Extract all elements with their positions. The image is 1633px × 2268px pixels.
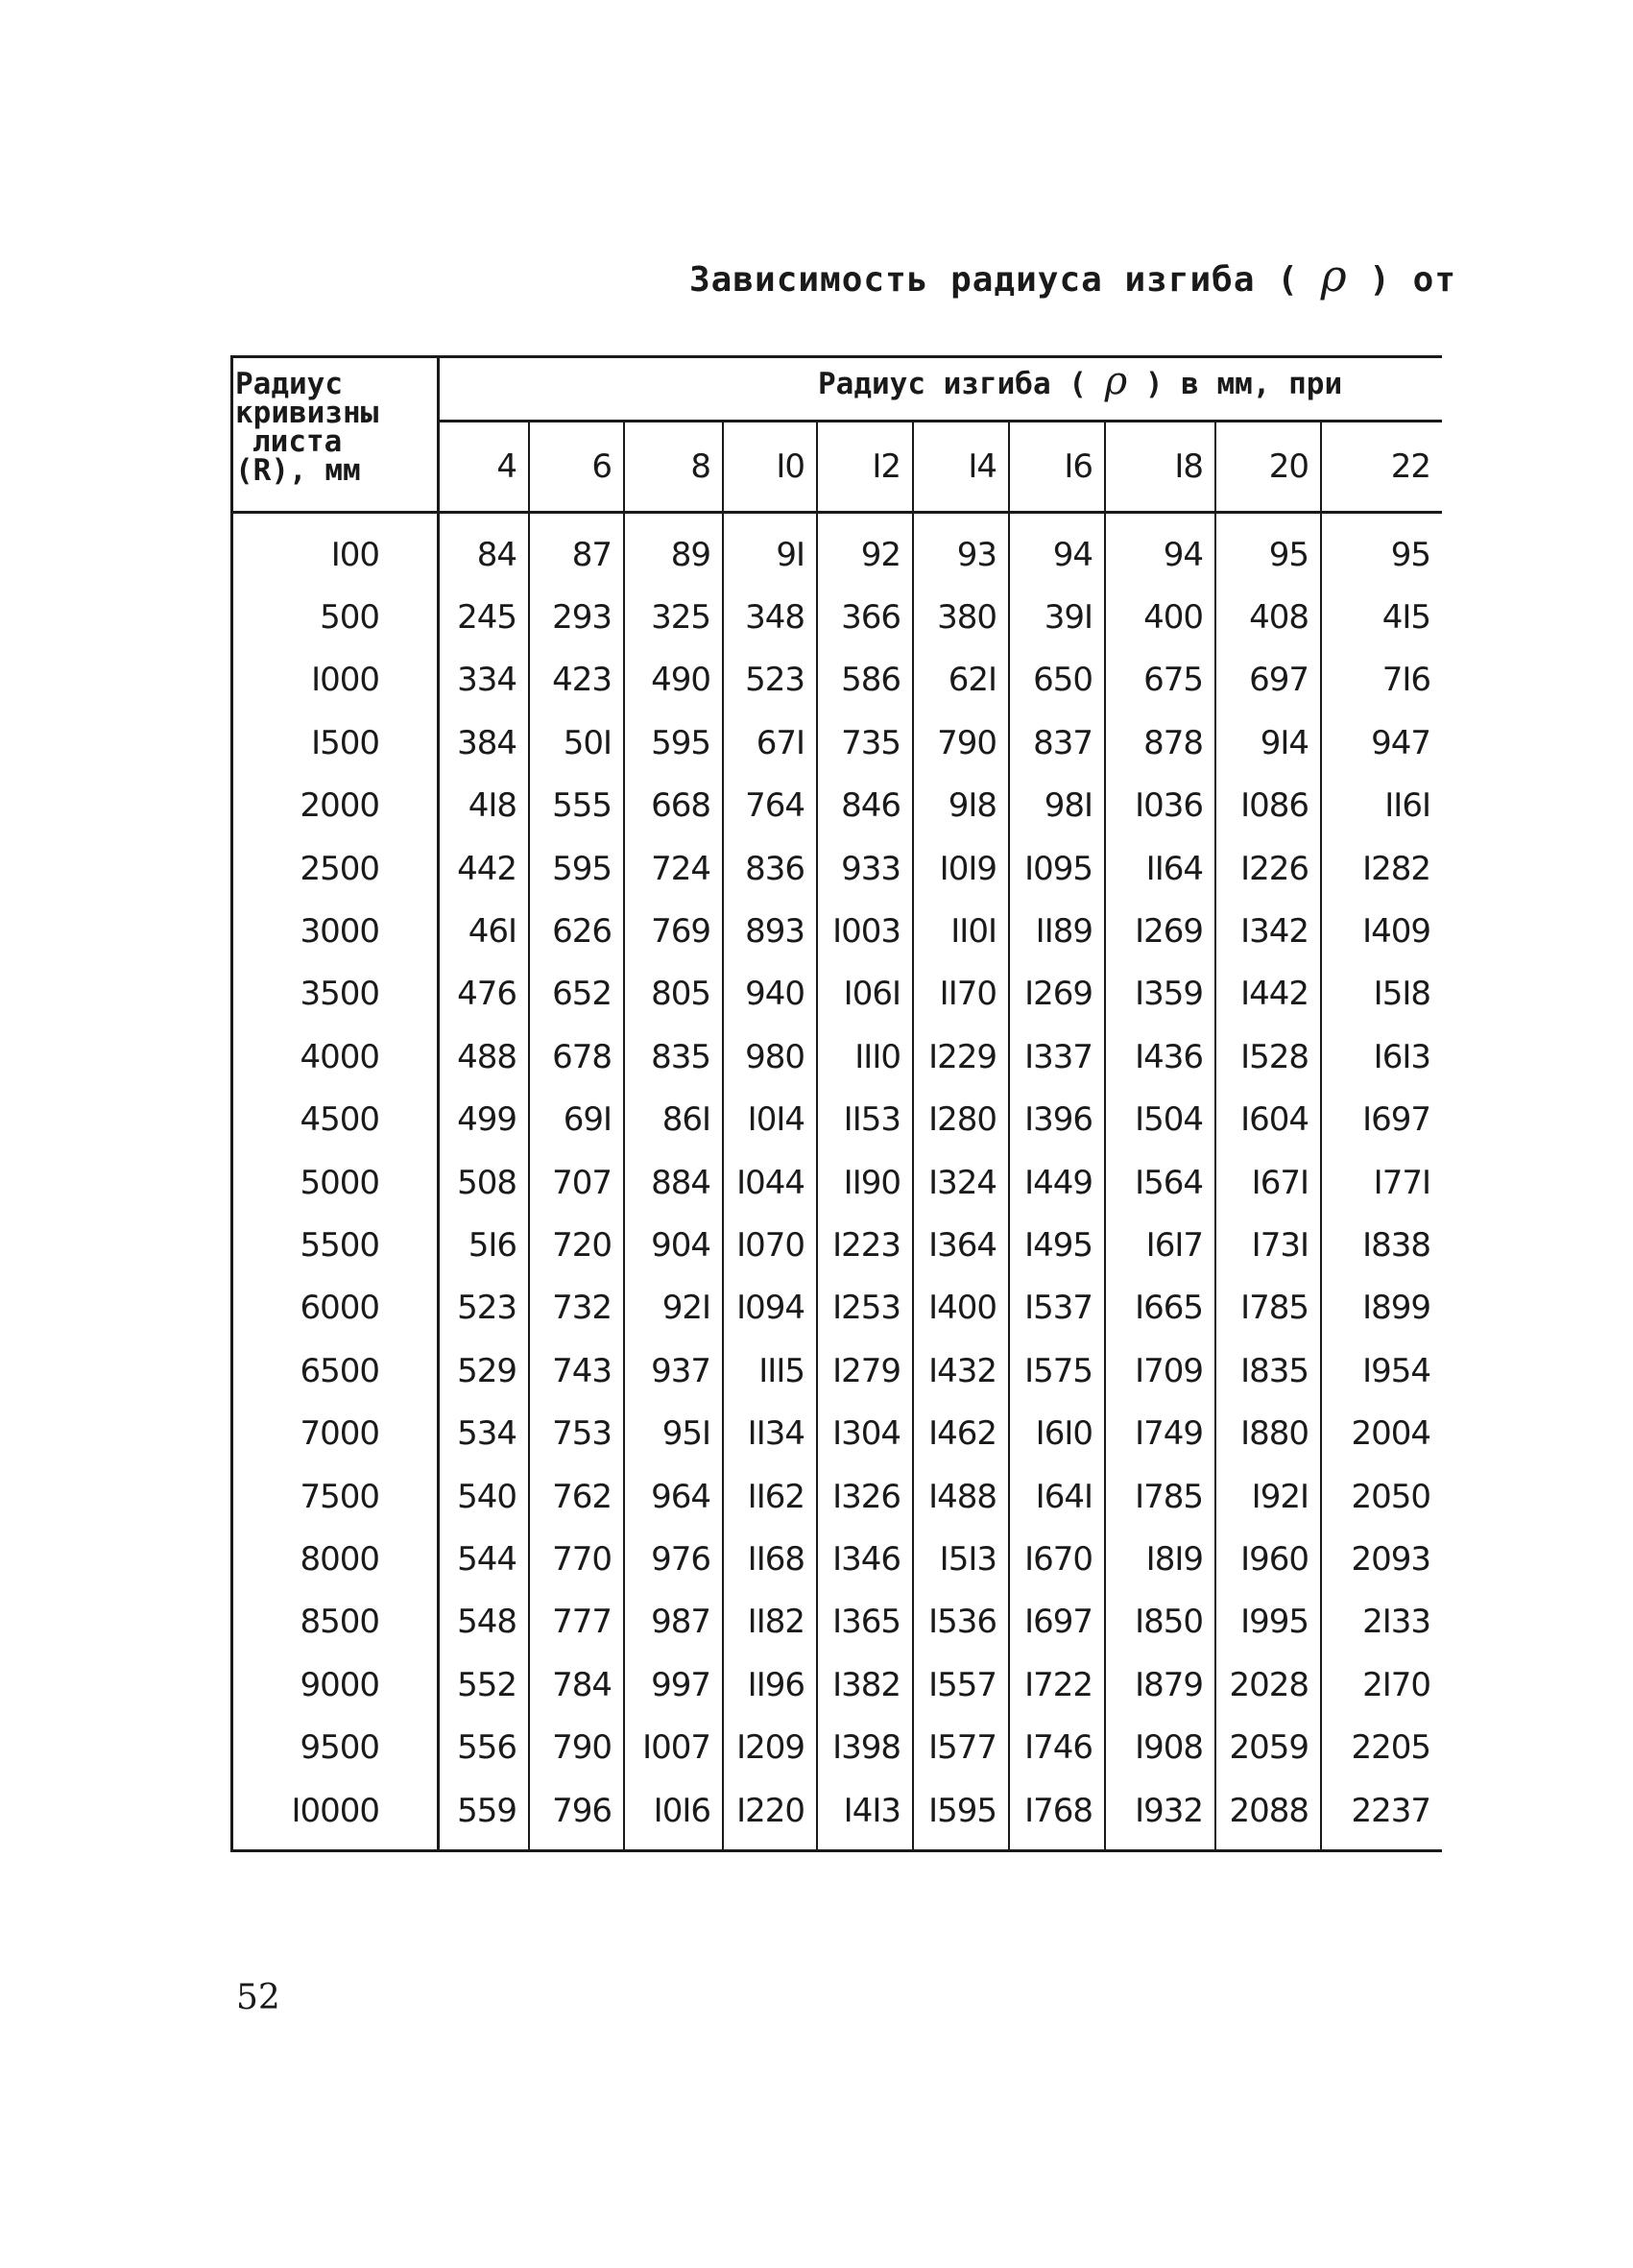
table-cell: 98I	[1044, 786, 1093, 826]
column-header: I2	[872, 447, 901, 486]
row-radius-label: 5500	[300, 1226, 379, 1266]
table-cell: 697	[1249, 661, 1309, 700]
table-cell: I5I3	[939, 1540, 997, 1580]
column-header: 6	[591, 447, 612, 486]
table-cell: I337	[1024, 1037, 1093, 1076]
table-cell: II70	[939, 975, 997, 1014]
table-cell: I528	[1240, 1037, 1309, 1076]
table-cell: I960	[1240, 1540, 1309, 1580]
column-header: 4	[496, 447, 516, 486]
table-cell: 556	[457, 1728, 516, 1768]
table-cell: II6I	[1384, 786, 1430, 826]
table-cell: I409	[1362, 912, 1430, 952]
table-cell: II53	[843, 1100, 901, 1140]
table-cell: 540	[457, 1477, 516, 1516]
table-cell: 92I	[661, 1289, 710, 1328]
group-header-before: Радиус изгиба (	[818, 367, 1087, 401]
table-cell: I768	[1024, 1791, 1093, 1830]
table-cell: II89	[1035, 912, 1093, 952]
title-rho-symbol: ρ	[1320, 250, 1348, 302]
row-radius-label: 8000	[300, 1540, 379, 1580]
table-cell: I495	[1024, 1226, 1093, 1266]
table-cell: I094	[736, 1289, 804, 1328]
table-cell: I6I0	[1035, 1414, 1093, 1454]
table-cell: I577	[928, 1728, 997, 1768]
row-radius-label: 9000	[300, 1665, 379, 1704]
row-header-line-1: Радиус	[235, 367, 343, 401]
table-cell: 46I	[468, 912, 516, 952]
table-cell: I4I3	[843, 1791, 901, 1830]
table-cell: I880	[1240, 1414, 1309, 1454]
table-cell: II64	[1145, 849, 1203, 888]
table-cell: I749	[1135, 1414, 1203, 1454]
table-cell: 846	[841, 786, 901, 826]
row-radius-label: 500	[320, 598, 379, 638]
row-radius-label: I500	[311, 723, 379, 762]
table-cell: I670	[1024, 1540, 1093, 1580]
table-cell: I442	[1240, 975, 1309, 1014]
table-cell: 4I5	[1381, 598, 1430, 638]
table-cell: 9I4	[1260, 723, 1309, 762]
row-radius-label: 7500	[300, 1477, 379, 1516]
table-cell: 92	[860, 535, 901, 574]
table-cell: I835	[1240, 1351, 1309, 1390]
table-bottom-rule	[230, 1849, 1442, 1852]
table-cell: 9I	[776, 535, 804, 574]
table-cell: 987	[651, 1603, 710, 1642]
table-cell: 293	[552, 598, 612, 638]
table-cell: 980	[745, 1037, 804, 1076]
row-radius-label: 3000	[300, 912, 379, 952]
table-cell: 94	[1052, 535, 1093, 574]
table-cell: 784	[552, 1665, 612, 1704]
table-cell: 2I70	[1362, 1665, 1430, 1704]
table-cell: I6I7	[1145, 1226, 1203, 1266]
table-cell: 790	[937, 723, 997, 762]
table-cell: 904	[651, 1226, 710, 1266]
table-cell: II62	[747, 1477, 804, 1516]
column-header: I8	[1174, 447, 1203, 486]
table-title	[689, 250, 1456, 311]
table-cell: I382	[832, 1665, 901, 1704]
table-cell: I73I	[1251, 1226, 1309, 1266]
table-cell: I220	[736, 1791, 804, 1830]
table-cell: 488	[457, 1037, 516, 1076]
table-cell: 2059	[1229, 1728, 1309, 1768]
table-cell: I838	[1362, 1226, 1430, 1266]
table-cell: II34	[747, 1414, 804, 1454]
table-cell: 595	[552, 849, 612, 888]
table-cell: 796	[552, 1791, 612, 1830]
table-cell: I575	[1024, 1351, 1093, 1390]
table-cell: 878	[1143, 723, 1203, 762]
table-cell: I92I	[1251, 1477, 1309, 1516]
row-radius-label: 4000	[300, 1037, 379, 1076]
table-cell: II96	[747, 1665, 804, 1704]
table-cell: I279	[832, 1351, 901, 1390]
table-cell: I899	[1362, 1289, 1430, 1328]
table-cell: I304	[832, 1414, 901, 1454]
column-header: 20	[1268, 447, 1309, 486]
table-cell: 325	[651, 598, 710, 638]
group-header-after: ) в мм, при	[1144, 367, 1343, 401]
row-header	[235, 367, 379, 488]
table-cell: 947	[1371, 723, 1430, 762]
row-radius-label: 3500	[300, 975, 379, 1014]
table-cell: I007	[642, 1728, 710, 1768]
title-text-after: ) от	[1369, 260, 1456, 300]
table-cell: 2093	[1351, 1540, 1430, 1580]
column-header: I6	[1064, 447, 1093, 486]
table-cell: I432	[928, 1351, 997, 1390]
table-cell: 400	[1143, 598, 1203, 638]
table-cell: 7I6	[1381, 661, 1430, 700]
table-cell: 884	[651, 1163, 710, 1202]
table-cell: I6I3	[1373, 1037, 1430, 1076]
table-cell: I226	[1240, 849, 1309, 888]
table-cell: 720	[552, 1226, 612, 1266]
table-cell: 707	[552, 1163, 612, 1202]
table-cell: I785	[1135, 1477, 1203, 1516]
table-cell: 997	[651, 1665, 710, 1704]
table-cell: 95I	[661, 1414, 710, 1454]
table-cell: 559	[457, 1791, 516, 1830]
row-radius-label: 9500	[300, 1728, 379, 1768]
table-cell: I604	[1240, 1100, 1309, 1140]
table-cell: I537	[1024, 1289, 1093, 1328]
table-cell: 2028	[1229, 1665, 1309, 1704]
table-cell: I070	[736, 1226, 804, 1266]
table-cell: 534	[457, 1414, 516, 1454]
row-radius-label: I00	[330, 535, 379, 574]
row-header-line-4: (R), мм	[235, 453, 361, 488]
column-header: 8	[690, 447, 710, 486]
table-cell: 95	[1268, 535, 1309, 574]
table-cell: I5I8	[1373, 975, 1430, 1014]
table-cell: III0	[854, 1037, 901, 1076]
table-cell: 348	[745, 598, 804, 638]
table-cell: I209	[736, 1728, 804, 1768]
table-cell: I400	[928, 1289, 997, 1328]
table-cell: I282	[1362, 849, 1430, 888]
table-cell: I086	[1240, 786, 1309, 826]
row-radius-label: 8500	[300, 1603, 379, 1642]
table-cell: I06I	[843, 975, 901, 1014]
table-cell: I709	[1135, 1351, 1203, 1390]
table-cell: I326	[832, 1477, 901, 1516]
table-cell: 837	[1033, 723, 1093, 762]
table-cell: I0I4	[747, 1100, 804, 1140]
table-cell: I488	[928, 1477, 997, 1516]
table-cell: 523	[745, 661, 804, 700]
row-radius-label: 6500	[300, 1351, 379, 1390]
table-cell: 650	[1033, 661, 1093, 700]
table-cell: I324	[928, 1163, 997, 1202]
header-bottom-rule	[230, 511, 1442, 514]
table-cell: I785	[1240, 1289, 1309, 1328]
table-cell: 334	[457, 661, 516, 700]
table-cell: 2I33	[1362, 1603, 1430, 1642]
table-cell: 408	[1249, 598, 1309, 638]
table-cell: 835	[651, 1037, 710, 1076]
table-cell: 67I	[756, 723, 804, 762]
table-cell: 964	[651, 1477, 710, 1516]
table-cell: I398	[832, 1728, 901, 1768]
table-cell: 893	[745, 912, 804, 952]
table-cell: I954	[1362, 1351, 1430, 1390]
table-cell: I77I	[1373, 1163, 1430, 1202]
table-cell: 62I	[948, 661, 997, 700]
table-cell: I746	[1024, 1728, 1093, 1768]
table-cell: 678	[552, 1037, 612, 1076]
table-cell: I995	[1240, 1603, 1309, 1642]
table-cell: 2004	[1351, 1414, 1430, 1454]
table-cell: 595	[651, 723, 710, 762]
table-cell: I280	[928, 1100, 997, 1140]
column-header: I0	[776, 447, 804, 486]
table-cell: 69I	[563, 1100, 612, 1140]
table-cell: II0I	[950, 912, 997, 952]
table-cell: I229	[928, 1037, 997, 1076]
table-cell: 753	[552, 1414, 612, 1454]
row-radius-label: 5000	[300, 1163, 379, 1202]
table-cell: 245	[457, 598, 516, 638]
row-radius-label: 2000	[300, 786, 379, 826]
table-cell: 490	[651, 661, 710, 700]
table-cell: I595	[928, 1791, 997, 1830]
table-cell: 544	[457, 1540, 516, 1580]
table-cell: I462	[928, 1414, 997, 1454]
row-radius-label: 7000	[300, 1414, 379, 1454]
table-cell: 87	[571, 535, 612, 574]
table-cell: 84	[476, 535, 516, 574]
table-cell: 735	[841, 723, 901, 762]
table-cell: 552	[457, 1665, 516, 1704]
table-cell: III5	[758, 1351, 804, 1390]
row-radius-label: I000	[311, 661, 379, 700]
table-cell: I67I	[1251, 1163, 1309, 1202]
table-cell: 5I6	[468, 1226, 516, 1266]
table-cell: I342	[1240, 912, 1309, 952]
table-cell: I932	[1135, 1791, 1203, 1830]
table-cell: I253	[832, 1289, 901, 1328]
table-cell: I697	[1024, 1603, 1093, 1642]
table-cell: I0I9	[939, 849, 997, 888]
table-cell: I269	[1135, 912, 1203, 952]
table-cell: 732	[552, 1289, 612, 1328]
table-cell: II90	[843, 1163, 901, 1202]
table-cell: 529	[457, 1351, 516, 1390]
table-cell: I850	[1135, 1603, 1203, 1642]
table-cell: I095	[1024, 849, 1093, 888]
table-cell: 805	[651, 975, 710, 1014]
table-cell: 93	[956, 535, 997, 574]
table-cell: 523	[457, 1289, 516, 1328]
table-cell: 675	[1143, 661, 1203, 700]
table-cell: 86I	[661, 1100, 710, 1140]
table-cell: I449	[1024, 1163, 1093, 1202]
row-header-line-2: кривизны	[235, 396, 379, 430]
page-number: 52	[236, 1978, 280, 2017]
table-cell: 384	[457, 723, 516, 762]
table-cell: 769	[651, 912, 710, 952]
table-cell: 976	[651, 1540, 710, 1580]
table-cell: 2050	[1351, 1477, 1430, 1516]
table-cell: I879	[1135, 1665, 1203, 1704]
row-header-line-3: листа	[252, 424, 343, 459]
table-cell: I0I6	[653, 1791, 710, 1830]
table-cell: 499	[457, 1100, 516, 1140]
table-cell: I036	[1135, 786, 1203, 826]
table-cell: 790	[552, 1728, 612, 1768]
table-cell: I436	[1135, 1037, 1203, 1076]
row-radius-label: 4500	[300, 1100, 379, 1140]
table-cell: 366	[841, 598, 901, 638]
table-cell: I564	[1135, 1163, 1203, 1202]
table-cell: I003	[832, 912, 901, 952]
table-cell: 50I	[563, 723, 612, 762]
table-cell: 476	[457, 975, 516, 1014]
table-cell: I364	[928, 1226, 997, 1266]
table-cell: 442	[457, 849, 516, 888]
table-cell: I269	[1024, 975, 1093, 1014]
table-cell: I044	[736, 1163, 804, 1202]
table-cell: 555	[552, 786, 612, 826]
table-cell: 724	[651, 849, 710, 888]
table-cell: 39I	[1044, 598, 1093, 638]
table-cell: II82	[747, 1603, 804, 1642]
table-cell: 764	[745, 786, 804, 826]
table-cell: 777	[552, 1603, 612, 1642]
table-cell: 940	[745, 975, 804, 1014]
table-cell: I504	[1135, 1100, 1203, 1140]
table-cell: I536	[928, 1603, 997, 1642]
table-cell: II68	[747, 1540, 804, 1580]
table-cell: 2088	[1229, 1791, 1309, 1830]
group-header-rho-symbol: ρ	[1104, 359, 1128, 403]
row-radius-label: 2500	[300, 849, 379, 888]
table-cell: 94	[1163, 535, 1203, 574]
table-cell: I557	[928, 1665, 997, 1704]
table-cell: 762	[552, 1477, 612, 1516]
table-cell: 380	[937, 598, 997, 638]
table-cell: 423	[552, 661, 612, 700]
table-cell: I908	[1135, 1728, 1203, 1768]
table-cell: 2205	[1351, 1728, 1430, 1768]
table-cell: 668	[651, 786, 710, 826]
group-header	[818, 359, 1343, 403]
table-cell: I396	[1024, 1100, 1093, 1140]
table-cell: 2237	[1351, 1791, 1430, 1830]
table-cell: I365	[832, 1603, 901, 1642]
table-cell: 508	[457, 1163, 516, 1202]
table-cell: 652	[552, 975, 612, 1014]
table-cell: 9I8	[948, 786, 997, 826]
table-cell: 548	[457, 1603, 516, 1642]
table-cell: I359	[1135, 975, 1203, 1014]
column-header: 22	[1390, 447, 1430, 486]
table-cell: I64I	[1035, 1477, 1093, 1516]
table-cell: 4I8	[468, 786, 516, 826]
table-cell: I697	[1362, 1100, 1430, 1140]
table-cell: 836	[745, 849, 804, 888]
table-cell: 586	[841, 661, 901, 700]
table-cell: I8I9	[1145, 1540, 1203, 1580]
table-cell: 770	[552, 1540, 612, 1580]
table-cell: 937	[651, 1351, 710, 1390]
table-top-rule	[230, 355, 1442, 358]
table-cell: I346	[832, 1540, 901, 1580]
column-header: I4	[968, 447, 997, 486]
table-cell: I722	[1024, 1665, 1093, 1704]
bend-radius-table	[230, 355, 1442, 1853]
table-cell: 933	[841, 849, 901, 888]
table-cell: I223	[832, 1226, 901, 1266]
title-text-before: Зависимость радиуса изгиба (	[689, 260, 1299, 300]
table-cell: 626	[552, 912, 612, 952]
table-cell: 95	[1390, 535, 1430, 574]
row-radius-label: 6000	[300, 1289, 379, 1328]
table-cell: 743	[552, 1351, 612, 1390]
row-radius-label: I0000	[291, 1791, 379, 1830]
table-cell: 89	[670, 535, 710, 574]
table-cell: I665	[1135, 1289, 1203, 1328]
